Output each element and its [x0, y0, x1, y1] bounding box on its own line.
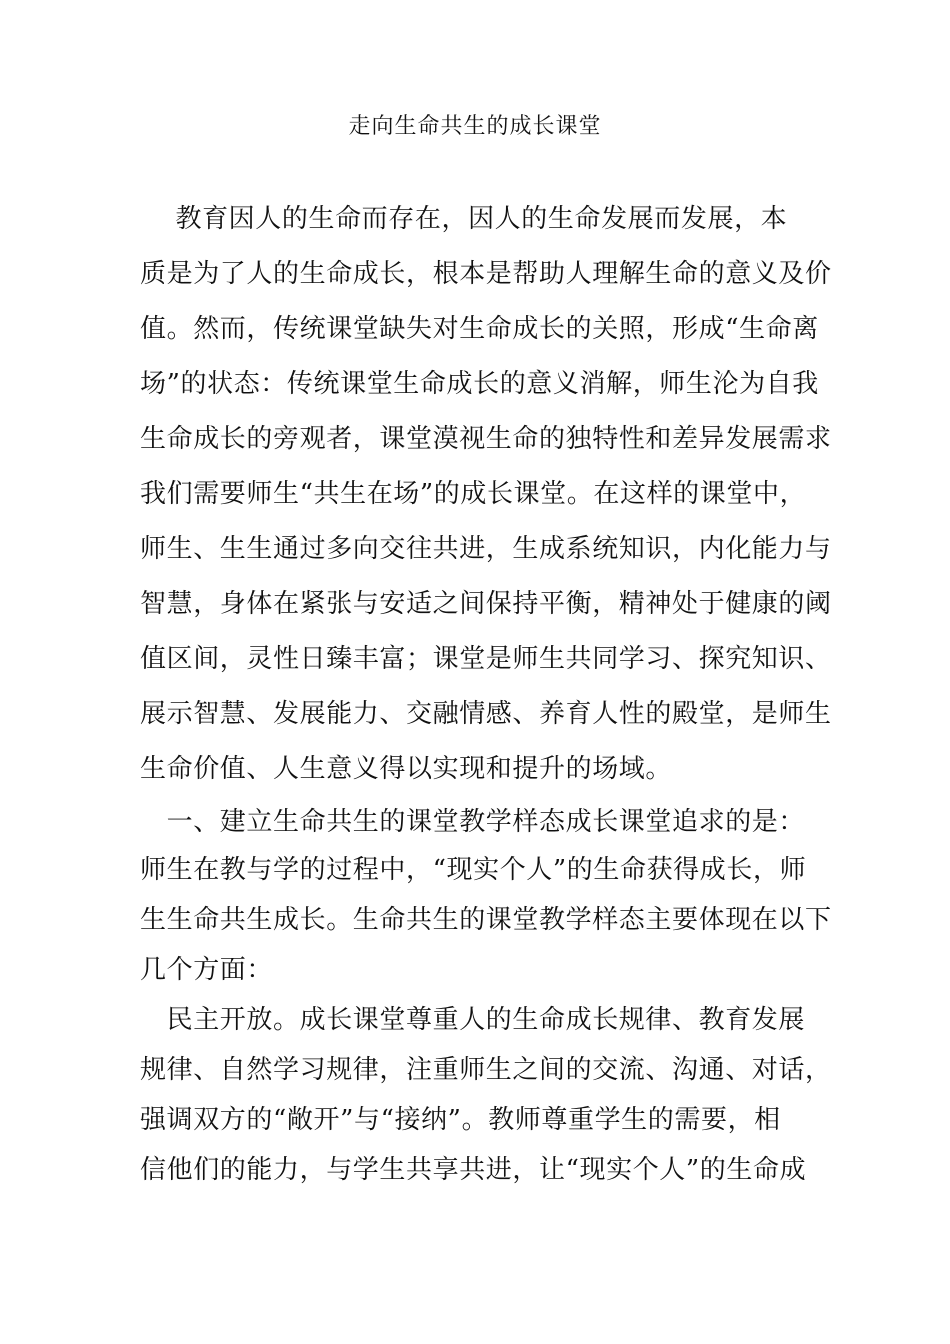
body-text-line: 师生、生生通过多向交往共进，生成系统知识，内化能力与 — [140, 534, 832, 564]
body-text-line: 展示智慧、发展能力、交融情感、养育人性的殿堂，是师生 — [140, 699, 832, 729]
body-text-line: 质是为了人的生命成长，根本是帮助人理解生命的意义及价 — [140, 259, 832, 289]
body-text-line: 值。然而，传统课堂缺失对生命成长的关照，形成“生命离 — [140, 314, 819, 344]
body-text-line: 生命价值、人生意义得以实现和提升的场域。 — [140, 754, 673, 784]
body-text-line: 几个方面： — [140, 955, 274, 985]
body-text-line: 生命成长的旁观者，课堂漠视生命的独特性和差异发展需求 — [140, 424, 832, 454]
body-text-line: 规律、自然学习规律，注重师生之间的交流、沟通、对话， — [140, 1055, 832, 1085]
body-text-line: 民主开放。成长课堂尊重人的生命成长规律、教育发展 — [140, 1005, 806, 1035]
body-text-line: 强调双方的“敞开”与“接纳”。教师尊重学生的需要，相 — [140, 1105, 781, 1135]
body-text-line: 值区间，灵性日臻丰富；课堂是师生共同学习、探究知识、 — [140, 644, 832, 674]
body-text-line: 智慧，身体在紧张与安适之间保持平衡，精神处于健康的阈 — [140, 589, 832, 619]
body-text-line: 师生在教与学的过程中，“现实个人”的生命获得成长，师 — [140, 855, 807, 885]
document-title: 走向生命共生的成长课堂 — [348, 114, 602, 139]
section-heading-line: 一、建立生命共生的课堂教学样态成长课堂追求的是： — [140, 807, 806, 837]
body-text-line: 我们需要师生“共生在场”的成长课堂。在这样的课堂中， — [140, 479, 807, 509]
body-text-line: 场”的状态：传统课堂生命成长的意义消解，师生沦为自我 — [140, 369, 819, 399]
body-text-line: 生生命共生成长。生命共生的课堂教学样态主要体现在以下 — [140, 905, 832, 935]
body-text-line: 教育因人的生命而存在，因人的生命发展而发展，本 — [140, 204, 788, 234]
body-text-line: 信他们的能力，与学生共享共进，让“现实个人”的生命成 — [140, 1155, 807, 1185]
